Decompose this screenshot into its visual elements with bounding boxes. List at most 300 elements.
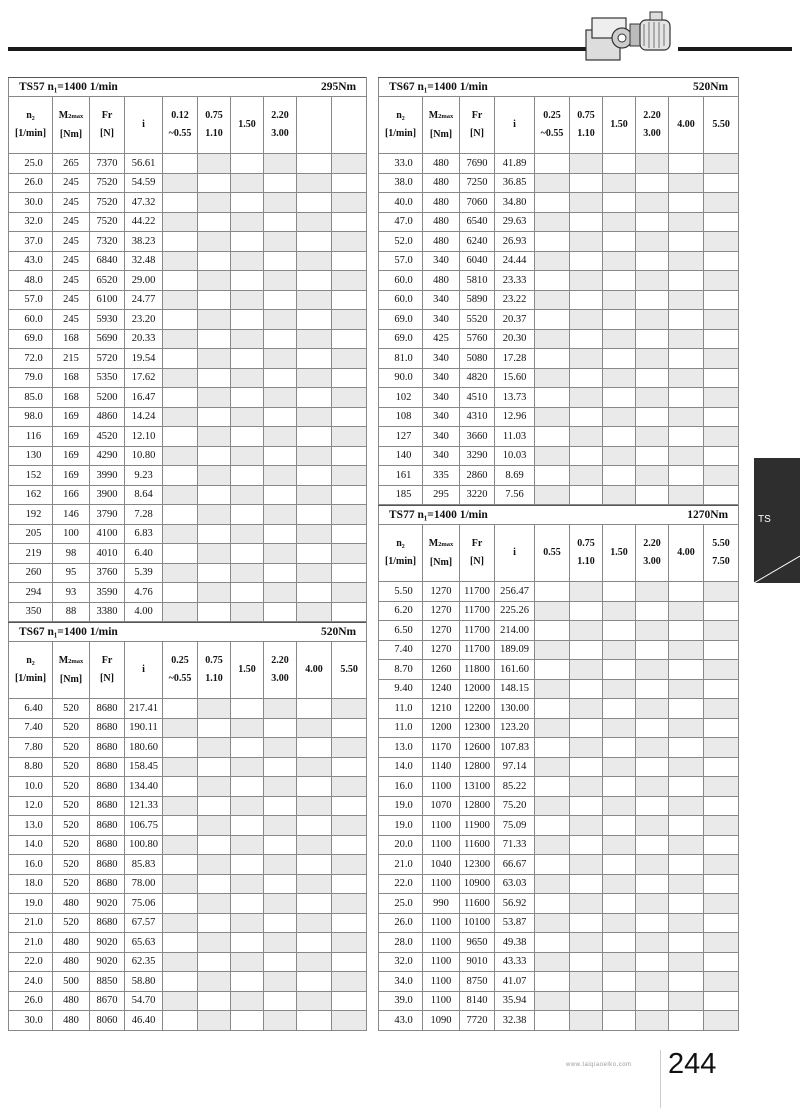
cell-fr: 4520 — [90, 427, 125, 447]
cell-power — [264, 602, 297, 622]
cell-power — [535, 621, 570, 641]
cell-power — [231, 816, 264, 836]
cell-power — [163, 952, 198, 972]
cell-power — [603, 329, 636, 349]
cell-power — [231, 699, 264, 719]
cell-power — [570, 154, 603, 174]
footer-divider — [660, 1050, 661, 1108]
cell-power — [163, 738, 198, 758]
cell-fr: 4310 — [460, 407, 495, 427]
cell-power — [264, 251, 297, 271]
cell-m2max: 88 — [53, 602, 90, 622]
cell-power — [332, 874, 367, 894]
cell-power — [669, 310, 704, 330]
col-power-header-text: 1.10 — [205, 128, 223, 139]
cell-fr: 3990 — [90, 466, 125, 486]
cell-power — [570, 212, 603, 232]
cell-power — [332, 271, 367, 291]
cell-ratio: 44.22 — [125, 212, 163, 232]
cell-power — [198, 388, 231, 408]
cell-n2: 60.0 — [379, 271, 423, 291]
cell-n2: 43.0 — [379, 1011, 423, 1031]
cell-n2: 116 — [9, 427, 53, 447]
cell-m2max: 146 — [53, 505, 90, 525]
col-power-header — [231, 642, 264, 699]
table-torque: 520Nm — [320, 626, 357, 638]
cell-power — [297, 816, 332, 836]
table-title: TS57 n₁=1400 1/min — [19, 81, 118, 93]
col-power-header-text: 0.25 — [171, 655, 189, 666]
cell-ratio: 158.45 — [125, 757, 163, 777]
cell-power — [669, 660, 704, 680]
cell-power — [570, 446, 603, 466]
col-n2-header — [9, 642, 53, 699]
cell-power — [669, 427, 704, 447]
cell-n2: 30.0 — [9, 193, 53, 213]
cell-power — [704, 972, 739, 992]
cell-power — [535, 193, 570, 213]
cell-fr: 8060 — [90, 1011, 125, 1031]
cell-n2: 7.40 — [9, 718, 53, 738]
cell-power — [570, 621, 603, 641]
table-row — [9, 894, 367, 914]
cell-fr: 8680 — [90, 913, 125, 933]
cell-ratio: 43.33 — [495, 952, 535, 972]
cell-ratio: 23.22 — [495, 290, 535, 310]
cell-power — [704, 738, 739, 758]
cell-fr: 12800 — [460, 757, 495, 777]
cell-fr: 7320 — [90, 232, 125, 252]
cell-power — [264, 329, 297, 349]
cell-power — [163, 563, 198, 583]
cell-power — [163, 310, 198, 330]
cell-fr: 12300 — [460, 855, 495, 875]
cell-power — [264, 212, 297, 232]
col-power-header — [332, 97, 367, 154]
cell-power — [535, 1011, 570, 1031]
table-row — [379, 329, 739, 349]
col-power-header — [669, 525, 704, 582]
cell-power — [231, 524, 264, 544]
table-row — [9, 738, 367, 758]
cell-power — [669, 1011, 704, 1031]
cell-ratio: 130.00 — [495, 699, 535, 719]
cell-power — [704, 173, 739, 193]
cell-ratio: 35.94 — [495, 991, 535, 1011]
table-row — [9, 718, 367, 738]
cell-ratio: 8.64 — [125, 485, 163, 505]
cell-power — [163, 874, 198, 894]
cell-n2: 130 — [9, 446, 53, 466]
cell-power — [669, 699, 704, 719]
cell-power — [570, 407, 603, 427]
cell-power — [570, 660, 603, 680]
cell-power — [264, 855, 297, 875]
cell-power — [231, 349, 264, 369]
cell-ratio: 97.14 — [495, 757, 535, 777]
cell-n2: 219 — [9, 544, 53, 564]
cell-power — [636, 718, 669, 738]
cell-m2max: 169 — [53, 446, 90, 466]
cell-power — [636, 329, 669, 349]
cell-fr: 8680 — [90, 757, 125, 777]
cell-n2: 34.0 — [379, 972, 423, 992]
col-ratio-header — [125, 642, 163, 699]
table-row — [9, 1011, 367, 1031]
cell-fr: 11700 — [460, 640, 495, 660]
cell-n2: 9.40 — [379, 679, 423, 699]
col-power-header-text: 1.50 — [610, 119, 628, 130]
cell-power — [636, 173, 669, 193]
cell-power — [264, 972, 297, 992]
cell-ratio: 17.62 — [125, 368, 163, 388]
cell-power — [704, 290, 739, 310]
cell-power — [297, 1011, 332, 1031]
cell-m2max: 245 — [53, 193, 90, 213]
cell-power — [163, 972, 198, 992]
cell-power — [570, 855, 603, 875]
col-m2max-header — [53, 642, 90, 699]
cell-power — [535, 368, 570, 388]
cell-power — [264, 388, 297, 408]
table-row — [379, 154, 739, 174]
cell-n2: 30.0 — [9, 1011, 53, 1031]
col-power-header-text: ~0.55 — [168, 128, 192, 139]
col-power-header — [163, 642, 198, 699]
col-m2max-header-text: 2max — [438, 540, 454, 548]
cell-power — [535, 679, 570, 699]
cell-power — [669, 718, 704, 738]
cell-m2max: 340 — [423, 310, 460, 330]
cell-ratio: 190.11 — [125, 718, 163, 738]
table-row — [379, 251, 739, 271]
col-n2-header-text: n₂ — [396, 538, 405, 549]
cell-n2: 33.0 — [379, 154, 423, 174]
cell-power — [704, 991, 739, 1011]
ts77-table — [378, 505, 739, 1031]
col-power-header-text: 1.50 — [610, 547, 628, 558]
col-m2max-header — [53, 97, 90, 154]
cell-power — [603, 582, 636, 602]
cell-power — [332, 894, 367, 914]
cell-fr: 4820 — [460, 368, 495, 388]
cell-power — [669, 894, 704, 914]
cell-power — [704, 466, 739, 486]
cell-power — [264, 466, 297, 486]
cell-power — [704, 835, 739, 855]
cell-power — [535, 388, 570, 408]
cell-power — [297, 991, 332, 1011]
col-power-header-text: 5.50 — [712, 538, 730, 549]
cell-power — [297, 855, 332, 875]
cell-power — [297, 796, 332, 816]
table-row — [9, 193, 367, 213]
cell-power — [264, 933, 297, 953]
cell-fr: 8680 — [90, 718, 125, 738]
cell-power — [231, 855, 264, 875]
cell-power — [636, 640, 669, 660]
cell-power — [163, 212, 198, 232]
cell-power — [535, 855, 570, 875]
cell-ratio: 17.28 — [495, 349, 535, 369]
cell-n2: 7.40 — [379, 640, 423, 660]
cell-power — [264, 835, 297, 855]
cell-m2max: 1040 — [423, 855, 460, 875]
table-torque: 1270Nm — [687, 509, 729, 521]
cell-power — [636, 427, 669, 447]
cell-m2max: 520 — [53, 855, 90, 875]
cell-power — [163, 816, 198, 836]
cell-power — [603, 933, 636, 953]
cell-ratio: 217.41 — [125, 699, 163, 719]
cell-ratio: 49.38 — [495, 933, 535, 953]
cell-power — [332, 290, 367, 310]
cell-ratio: 46.40 — [125, 1011, 163, 1031]
cell-power — [332, 407, 367, 427]
cell-power — [297, 271, 332, 291]
cell-power — [636, 582, 669, 602]
table-row — [379, 796, 739, 816]
table-row — [9, 271, 367, 291]
header-rule-right — [678, 47, 792, 51]
cell-power — [570, 640, 603, 660]
cell-power — [603, 251, 636, 271]
cell-power — [669, 913, 704, 933]
cell-power — [570, 835, 603, 855]
cell-power — [297, 874, 332, 894]
cell-power — [669, 329, 704, 349]
cell-fr: 3790 — [90, 505, 125, 525]
cell-power — [332, 368, 367, 388]
cell-fr: 11600 — [460, 894, 495, 914]
cell-fr: 12600 — [460, 738, 495, 758]
cell-power — [603, 816, 636, 836]
cell-power — [570, 271, 603, 291]
cell-power — [332, 563, 367, 583]
cell-power — [332, 952, 367, 972]
col-m2max-header-text: [Nm] — [429, 128, 453, 140]
cell-power — [332, 524, 367, 544]
table-row — [9, 699, 367, 719]
cell-m2max: 990 — [423, 894, 460, 914]
cell-power — [603, 660, 636, 680]
col-power-header-text: 5.50 — [712, 119, 730, 130]
cell-power — [535, 718, 570, 738]
cell-power — [570, 816, 603, 836]
cell-fr: 8670 — [90, 991, 125, 1011]
cell-fr: 9020 — [90, 894, 125, 914]
cell-power — [198, 193, 231, 213]
cell-power — [198, 212, 231, 232]
col-fr-header-text: Fr — [471, 110, 483, 121]
cell-power — [332, 173, 367, 193]
cell-power — [198, 485, 231, 505]
cell-ratio: 75.09 — [495, 816, 535, 836]
col-m2max-header-text: 2max — [438, 112, 454, 120]
cell-m2max: 500 — [53, 972, 90, 992]
col-power-header — [198, 97, 231, 154]
col-power-header-text: 0.25 — [543, 110, 561, 121]
cell-m2max: 520 — [53, 913, 90, 933]
cell-power — [198, 251, 231, 271]
cell-n2: 60.0 — [379, 290, 423, 310]
cell-m2max: 480 — [423, 154, 460, 174]
cell-m2max: 1100 — [423, 777, 460, 797]
cell-n2: 11.0 — [379, 718, 423, 738]
cell-power — [198, 310, 231, 330]
cell-power — [264, 796, 297, 816]
cell-n2: 21.0 — [9, 913, 53, 933]
cell-power — [704, 407, 739, 427]
cell-ratio: 134.40 — [125, 777, 163, 797]
cell-ratio: 36.85 — [495, 173, 535, 193]
cell-power — [264, 894, 297, 914]
cell-power — [198, 894, 231, 914]
cell-m2max: 1210 — [423, 699, 460, 719]
cell-n2: 90.0 — [379, 368, 423, 388]
cell-fr: 11700 — [460, 621, 495, 641]
cell-power — [535, 796, 570, 816]
cell-power — [297, 368, 332, 388]
cell-power — [570, 427, 603, 447]
cell-power — [669, 777, 704, 797]
cell-n2: 57.0 — [379, 251, 423, 271]
table-row — [379, 757, 739, 777]
cell-power — [636, 466, 669, 486]
col-m2max-header-text: [Nm] — [59, 673, 83, 685]
cell-power — [669, 816, 704, 836]
cell-m2max: 1270 — [423, 601, 460, 621]
cell-power — [231, 991, 264, 1011]
cell-n2: 21.0 — [9, 933, 53, 953]
cell-m2max: 1100 — [423, 952, 460, 972]
cell-power — [198, 505, 231, 525]
cell-power — [704, 796, 739, 816]
cell-power — [198, 349, 231, 369]
col-power-header — [603, 97, 636, 154]
cell-power — [297, 835, 332, 855]
cell-n2: 13.0 — [9, 816, 53, 836]
cell-power — [704, 855, 739, 875]
cell-power — [264, 485, 297, 505]
cell-power — [198, 407, 231, 427]
cell-n2: 69.0 — [379, 329, 423, 349]
cell-n2: 260 — [9, 563, 53, 583]
col-power-header — [704, 525, 739, 582]
col-power-header — [332, 642, 367, 699]
cell-power — [535, 952, 570, 972]
col-power-header — [163, 97, 198, 154]
col-ratio-header — [495, 525, 535, 582]
cell-power — [198, 796, 231, 816]
col-fr-header — [460, 525, 495, 582]
cell-power — [231, 718, 264, 738]
cell-power — [231, 835, 264, 855]
cell-power — [264, 874, 297, 894]
cell-m2max: 1100 — [423, 835, 460, 855]
cell-ratio: 15.60 — [495, 368, 535, 388]
cell-power — [704, 874, 739, 894]
cell-power — [570, 738, 603, 758]
cell-power — [332, 310, 367, 330]
cell-m2max: 480 — [53, 894, 90, 914]
cell-power — [297, 972, 332, 992]
cell-power — [231, 310, 264, 330]
col-power-header — [636, 97, 669, 154]
table-row — [9, 310, 367, 330]
cell-power — [669, 446, 704, 466]
cell-n2: 25.0 — [9, 154, 53, 174]
cell-fr: 6040 — [460, 251, 495, 271]
cell-power — [704, 699, 739, 719]
table-row — [379, 835, 739, 855]
col-power-header-text: 5.50 — [340, 664, 358, 675]
cell-m2max: 168 — [53, 368, 90, 388]
col-power-header-text: 1.10 — [577, 556, 595, 567]
cell-power — [198, 835, 231, 855]
table-row — [9, 251, 367, 271]
cell-power — [163, 485, 198, 505]
cell-power — [636, 388, 669, 408]
table-row — [379, 894, 739, 914]
table-title: TS67 n₁=1400 1/min — [389, 81, 488, 93]
cell-power — [669, 407, 704, 427]
cell-ratio: 32.38 — [495, 1011, 535, 1031]
col-power-header-text: 1.50 — [238, 119, 256, 130]
cell-power — [535, 601, 570, 621]
table-row — [9, 583, 367, 603]
cell-power — [535, 582, 570, 602]
table-row — [9, 991, 367, 1011]
cell-m2max: 245 — [53, 251, 90, 271]
cell-ratio: 53.87 — [495, 913, 535, 933]
cell-ratio: 85.22 — [495, 777, 535, 797]
cell-n2: 108 — [379, 407, 423, 427]
cell-power — [704, 388, 739, 408]
cell-ratio: 29.00 — [125, 271, 163, 291]
cell-power — [231, 388, 264, 408]
cell-power — [264, 271, 297, 291]
cell-m2max: 168 — [53, 388, 90, 408]
cell-fr: 7060 — [460, 193, 495, 213]
cell-n2: 52.0 — [379, 232, 423, 252]
cell-power — [198, 154, 231, 174]
cell-ratio: 75.20 — [495, 796, 535, 816]
cell-fr: 3900 — [90, 485, 125, 505]
table-row — [379, 874, 739, 894]
cell-power — [570, 349, 603, 369]
cell-power — [704, 310, 739, 330]
cell-power — [603, 173, 636, 193]
cell-fr: 8140 — [460, 991, 495, 1011]
cell-power — [603, 193, 636, 213]
cell-power — [297, 154, 332, 174]
cell-power — [264, 699, 297, 719]
table-row — [379, 290, 739, 310]
cell-power — [198, 583, 231, 603]
col-power-header — [198, 642, 231, 699]
table-row — [379, 485, 739, 505]
cell-m2max: 340 — [423, 349, 460, 369]
col-power-header-text: 0.75 — [205, 110, 223, 121]
cell-m2max: 335 — [423, 466, 460, 486]
cell-power — [163, 505, 198, 525]
cell-power — [264, 777, 297, 797]
cell-power — [535, 972, 570, 992]
cell-ratio: 20.30 — [495, 329, 535, 349]
col-fr-header-text: Fr — [101, 110, 113, 121]
cell-power — [636, 796, 669, 816]
